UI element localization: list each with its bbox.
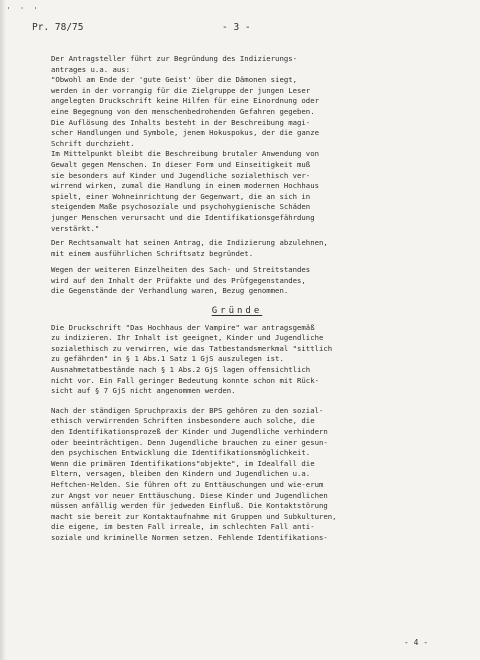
text-line: sie besonders auf Kinder und Jugendliche sozialethisch ver- [51, 170, 311, 180]
text-line: "Obwohl am Ende der 'gute Geist' über die Dämonen siegt, [51, 75, 298, 85]
text-line: sozialethisch zu verwirren, wie das Tatbestandsmerkmal "sittlich [51, 343, 333, 353]
text-line: Eltern, versagen, bleiben den Kindern und Jugendlichen u.a. [51, 469, 311, 479]
text-line: die eigene, im besten Fall irreale, im schlechten Fall anti- [51, 522, 315, 532]
text-line: Heftchen-Helden. Sie führen oft zu Enttäuschungen und wie-erum [51, 479, 324, 489]
text-line: scher Handlungen und Symbole, jenem Hokuspokus, der die ganze [51, 128, 319, 138]
text-line: soziale und kriminelle Normen setzen. Fehlende Identifikations- [51, 532, 328, 542]
attorney-paragraph [51, 238, 423, 259]
text-line: spielt, einer Wohneinrichtung der Gegenwart, die an sich in [51, 191, 311, 201]
text-line: Der Rechtsanwalt hat seinen Antrag, die Indizierung abzulehnen, [51, 238, 328, 248]
reference-paragraph [51, 265, 423, 297]
quoted-paragraph [51, 75, 423, 234]
text-line: ethisch verwirrenden Schriften insbesondere auch solche, die [51, 416, 315, 426]
text-line: junger Menschen verursacht und die Identifikationsgefährdung [51, 212, 315, 222]
text-line: Ausnahmetatbestände nach § 1 Abs.2 GjS lagen offensichtlich [51, 365, 311, 375]
page-header [26, 22, 446, 36]
text-line: mit einem ausführlichen Schriftsatz begründet. [51, 248, 254, 258]
text-line: Gewalt gegen Menschen. In dieser Form und Einseitigkeit muß [51, 159, 311, 169]
text-line: den Identifikationsprozeß der Kinder und Jugendliche verhindern [51, 427, 328, 436]
text-line: Nach der ständigen Spruchpraxis der BPS gehören zu den sozial- [51, 405, 324, 415]
scan-edge-shadow [0, 0, 6, 660]
text-line: wirrend wirken, zumal die Handlung in einem modernen Hochhaus [51, 181, 319, 191]
text-line: antrages u.a. aus: [51, 64, 131, 74]
text-line: müssen anfällig werden für jedweden Einfluß. Die Kontaktstörung [51, 501, 328, 511]
section-heading: Gründe [211, 306, 263, 317]
text-line: zur Angst vor neuer Enttäuschung. Diese Kinder und Jugendlichen [51, 490, 328, 500]
text-line: Wenn die primären Identifikations"objekte", im Idealfall die [51, 458, 315, 468]
text-line: oder beeinträchtigen. Denn Jugendliche brauchen zu einer gesun- [51, 437, 328, 447]
text-line: die Gegenstände der Verhandlung waren, Bezug genommen. [51, 286, 289, 296]
document-reference: Pr. 78/75 [32, 22, 84, 33]
text-line: macht sie bereit zur Kontaktaufnahme mit Gruppen und Subkulturen, [51, 511, 337, 521]
corner-mark: ' ' ' [6, 6, 41, 15]
text-line: Der Antragsteller führt zur Begründung des Indizierungs- [51, 54, 298, 63]
text-line: angelegten Druckschrift keine Hilfen für eine Einordnung oder [51, 96, 319, 106]
text-line: Die Auflösung des Inhalts besteht in der Beschreibung magi- [51, 117, 311, 127]
text-line: eine Begegnung von den menschenbedrohenden Gefahren gegeben. [51, 106, 315, 116]
text-line: wird auf den Inhalt der Prüfakte und des Prüfgegenstandes, [51, 275, 306, 285]
text-line: verstärkt." [51, 223, 100, 233]
page-number: - 3 - [222, 22, 251, 33]
text-line: Im Mittelpunkt bleibt die Beschreibung brutaler Anwendung von [51, 149, 319, 159]
practice-paragraph [51, 406, 423, 544]
text-line: sicht auf § 7 GjS nicht angenommen werden. [51, 386, 236, 396]
text-line: nicht vor. Ein Fall geringer Bedeutung konnte schon mit Rück- [51, 375, 319, 385]
text-line: Schrift durchzieht. [51, 138, 135, 148]
intro-paragraph [51, 54, 423, 75]
text-line: werden in der vorrangig für die Zielgruppe der jungen Leser [51, 85, 311, 95]
document-body [51, 54, 423, 544]
text-line: den psychischen Entwicklung die Identifikationsmöglichkeit. [51, 448, 311, 458]
reasons-paragraph [51, 323, 423, 397]
next-page-mark: - 4 - [404, 638, 429, 647]
text-line: Die Druckschrift "Das Hochhaus der Vampire" war antragsgemäß [51, 322, 315, 332]
text-line: zu indizieren. Ihr Inhalt ist geeignet, Kinder und Jugendliche [51, 333, 324, 343]
text-line: steigendem Maße psychosoziale und psychohygienische Schäden [51, 202, 311, 212]
text-line: zu gefährden" in § 1 Abs.1 Satz 1 GjS auszulegen ist. [51, 354, 284, 364]
text-line: Wegen der weiteren Einzelheiten des Sach- und Streitstandes [51, 265, 311, 275]
